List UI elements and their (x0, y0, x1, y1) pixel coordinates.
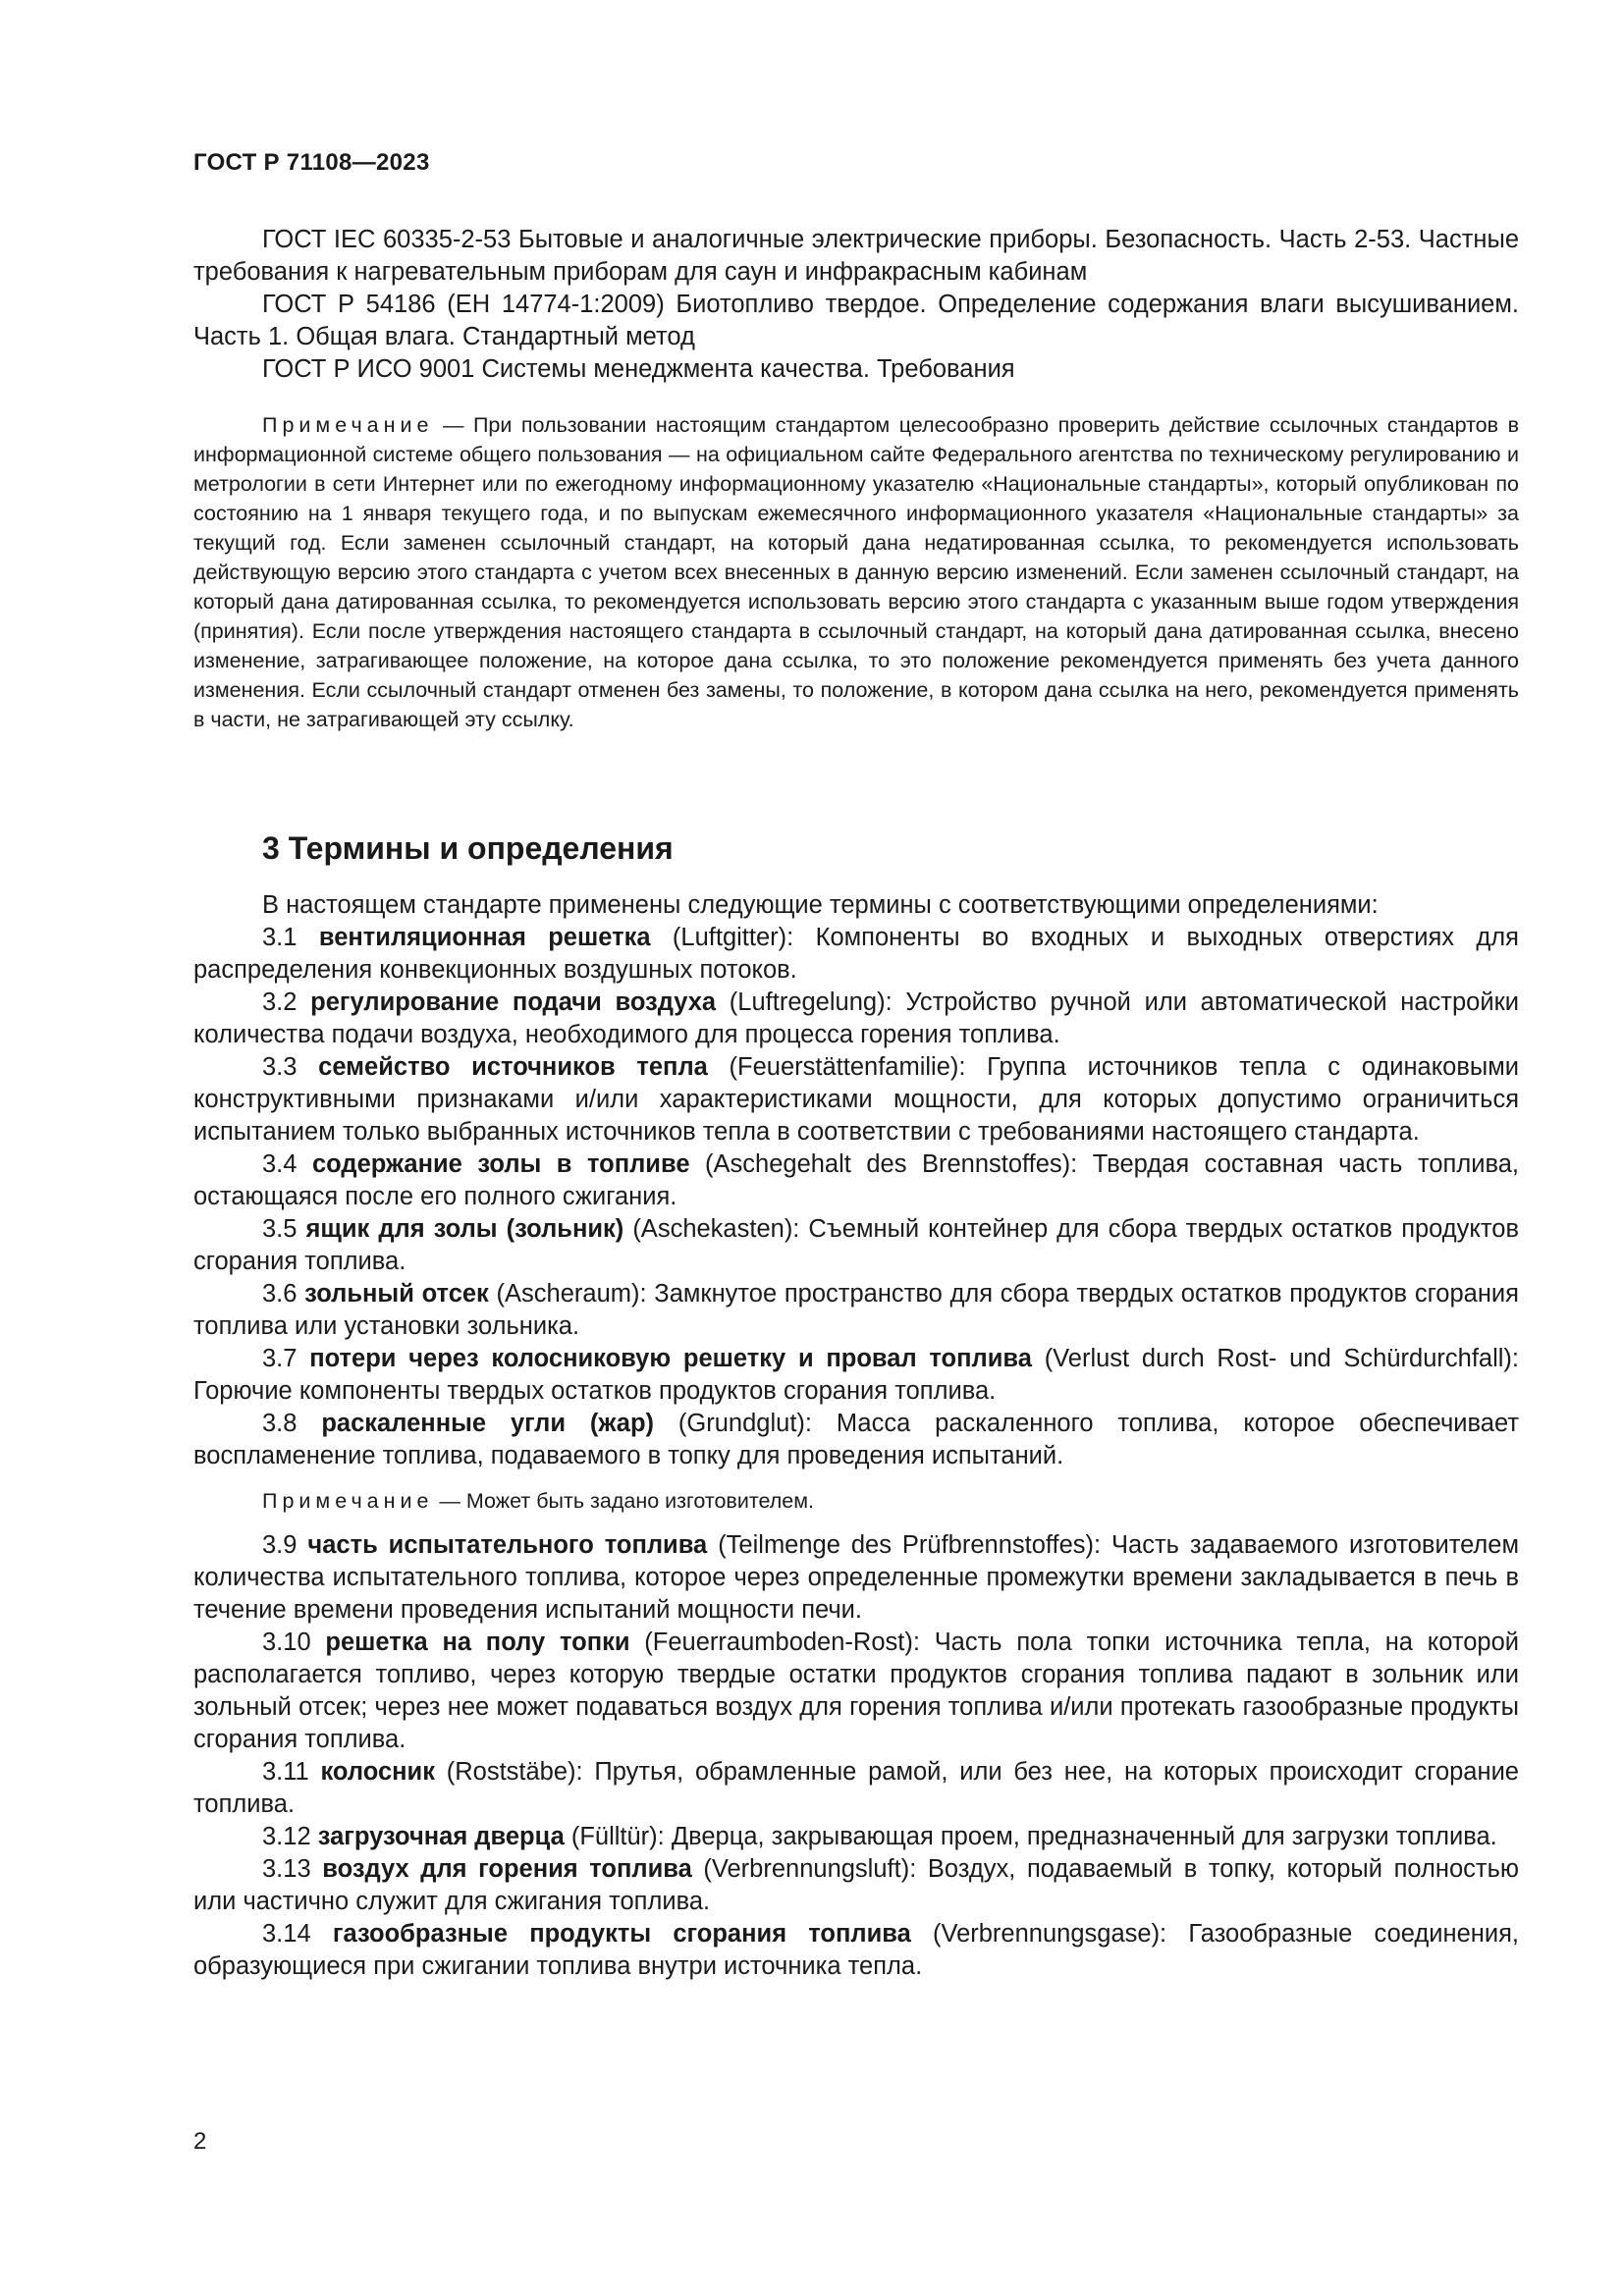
note-text: — Может быть задано изготовителем. (433, 1489, 814, 1513)
term-name: часть испытательного топлива (307, 1531, 708, 1559)
term-name: раскаленные угли (жар) (321, 1410, 655, 1437)
term-definition: (Verbrennungsgase): Газообразные соединения, образующиеся при сжигании топлива внутри источника тепла. (193, 1920, 1519, 1980)
term-number: 3.11 (262, 1758, 309, 1786)
term-definition: (Aschegehalt des Brennstoffes): Твердая составная часть топлива, остающаяся после его полного сжигания. (193, 1150, 1520, 1210)
term-number: 3.14 (262, 1920, 311, 1948)
term-name: регулирование подачи воздуха (310, 988, 717, 1016)
term-number: 3.3 (262, 1053, 298, 1081)
term-entry (193, 1148, 1519, 1213)
term-number: 3.4 (262, 1150, 298, 1178)
term-number: 3.10 (262, 1629, 311, 1656)
term-number: 3.9 (262, 1531, 298, 1559)
references-list (193, 224, 1519, 386)
term-name: вентиляционная решетка (318, 924, 651, 951)
term-name: потери через колосниковую решетку и провал топлива (309, 1345, 1032, 1372)
term-definition: (Verbrennungsluft): Воздух, подаваемый в топку, который полностью или частично служит для сжигания топлива. (193, 1855, 1519, 1915)
reference-item: ГОСТ IEC 60335-2-53 Бытовые и аналогичные электрические приборы. Безопасность. Часть 2-53. Частные требования к нагревательным приборам для саун и инфракрасным кабинам (193, 226, 1519, 286)
term-definition: (Roststäbe): Прутья, обрамленные рамой, или без нее, на которых происходит сгорание топлива. (193, 1758, 1519, 1818)
term-name: семейство источников тепла (318, 1053, 708, 1081)
term-number: 3.7 (262, 1345, 298, 1372)
section-title: 3 Термины и определения (262, 830, 674, 866)
page-number: 2 (193, 2128, 207, 2155)
term-definition: (Grundglut): Масса раскаленного топлива, которое обеспечивает воспламенение топлива, подаваемого в топку для проведения испытаний. (193, 1410, 1519, 1469)
term-entry (193, 1756, 1519, 1821)
term-number: 3.1 (262, 924, 298, 951)
term-name: колосник (320, 1758, 435, 1786)
references-note (193, 410, 1519, 734)
term-number: 3.2 (262, 988, 298, 1016)
note-text: — При пользовании настоящим стандартом целесообразно проверить действие ссылочных стандартов в информационной системе общего пользования — на официальном сайте Федерального агентства по техническому регулированию и метрологии в сети Интернет или по ежегодному информационному указателю «Национальные стандарты», который опубликован по состоянию на 1 января текущего года, и по выпускам ежемесячного информационного указателя «Национальные стандарты» за текущий год. Если заменен ссылочный стандарт, на который дана недатированная ссылка, то рекомендуется использовать действующую версию этого стандарта с учетом всех внесенных в данную версию изменений. Если заменен ссылочный стандарт, на который дана датированная ссылка, то рекомендуется использовать версию этого стандарта с указанным выше годом утверждения (принятия). Если после утверждения настоящего стандарта в ссылочный стандарт, на который дана датированная ссылка, внесено изменение, затрагивающее положение, на которое дана ссылка, то это положение рекомендуется применять без учета данного изменения. Если ссылочный стандарт отменен без замены, то положение, в котором дана ссылка на него, рекомендуется применять в части, не затрагивающей эту ссылку. (193, 413, 1519, 731)
term-number: 3.13 (262, 1855, 311, 1883)
reference-item: ГОСТ Р 54186 (ЕН 14774-1:2009) Биотопливо твердое. Определение содержания влаги высушиванием. Часть 1. Общая влага. Стандартный метод (193, 291, 1519, 350)
section-heading-block (193, 830, 1519, 867)
note-label: Примечание (262, 413, 434, 437)
term-name: воздух для горения топлива (322, 1855, 692, 1883)
term-entry (193, 1918, 1519, 1983)
note-label: Примечание (262, 1489, 434, 1513)
term-entry (193, 1278, 1519, 1343)
term-definition: (Teilmenge des Prüfbrennstoffes): Часть задаваемого изготовителем количества испытательного топлива, которое через определенные промежутки времени закладывается в печь в течение времени проведения испытаний мощности печи. (193, 1531, 1520, 1624)
term-name: загрузочная дверца (317, 1823, 565, 1850)
term-entry (193, 1627, 1519, 1756)
reference-item: ГОСТ Р ИСО 9001 Системы менеджмента качества. Требования (262, 355, 1015, 383)
term-entry (193, 1821, 1519, 1853)
term-entry (193, 1051, 1519, 1148)
term-definition: (Fülltür): Дверца, закрывающая проем, предназначенный для загрузки топлива. (564, 1823, 1497, 1850)
term-definition: (Feuerstättenfamilie): Группа источников тепла с одинаковыми конструктивными признаками и/или характеристиками мощности, для которых допустимо ограничиться испытанием только выбранных источников тепла в соответствии с требованиями настоящего стандарта. (193, 1053, 1519, 1146)
term-number: 3.12 (262, 1823, 311, 1850)
term-entry (193, 1408, 1519, 1472)
term-entry (193, 922, 1519, 987)
term-definition: (Aschekasten): Съемный контейнер для сбора твердых остатков продуктов сгорания топлива. (193, 1215, 1519, 1275)
term-entry (193, 987, 1519, 1051)
document-code-header: ГОСТ Р 71108—2023 (193, 149, 430, 176)
term-number: 3.5 (262, 1215, 298, 1243)
term-number: 3.8 (262, 1410, 298, 1437)
term-definition: (Ascheraum): Замкнутое пространство для сбора твердых остатков продуктов сгорания топлива или установки зольника. (193, 1280, 1519, 1340)
term-number: 3.6 (262, 1280, 298, 1308)
term-entry (193, 1529, 1519, 1627)
term-name: содержание золы в топливе (311, 1150, 690, 1178)
term-definition: (Luftregelung): Устройство ручной или автоматической настройки количества подачи воздуха, необходимого для процесса горения топлива. (193, 988, 1519, 1048)
term-name: решетка на полу топки (325, 1629, 630, 1656)
term-definition: (Feuerraumboden-Rost): Часть пола топки источника тепла, на которой располагается топливо, через которую твердые остатки продуктов сгорания топлива падают в зольник или зольный отсек; через нее может подаваться воздух для горения топлива и/или протекать газообразные продукты сгорания топлива. (193, 1629, 1519, 1753)
term-entry (193, 1343, 1519, 1408)
term-name: ящик для золы (зольник) (305, 1215, 624, 1243)
term-definition: (Verlust durch Rost- und Schürdurchfall): Горючие компоненты твердых остатков продуктов сгорания топлива. (193, 1345, 1519, 1405)
term-name: газообразные продукты сгорания топлива (332, 1920, 911, 1948)
term-name: зольный отсек (304, 1280, 489, 1308)
term-entry (193, 1213, 1519, 1278)
section-intro: В настоящем стандарте применены следующие термины с соответствующими определениями: (262, 891, 1379, 919)
term-note (193, 1486, 1519, 1516)
term-entry (193, 1853, 1519, 1918)
term-definition: (Luftgitter): Компоненты во входных и выходных отверстиях для распределения конвекционных воздушных потоков. (193, 924, 1519, 984)
terms-list (193, 889, 1519, 1983)
